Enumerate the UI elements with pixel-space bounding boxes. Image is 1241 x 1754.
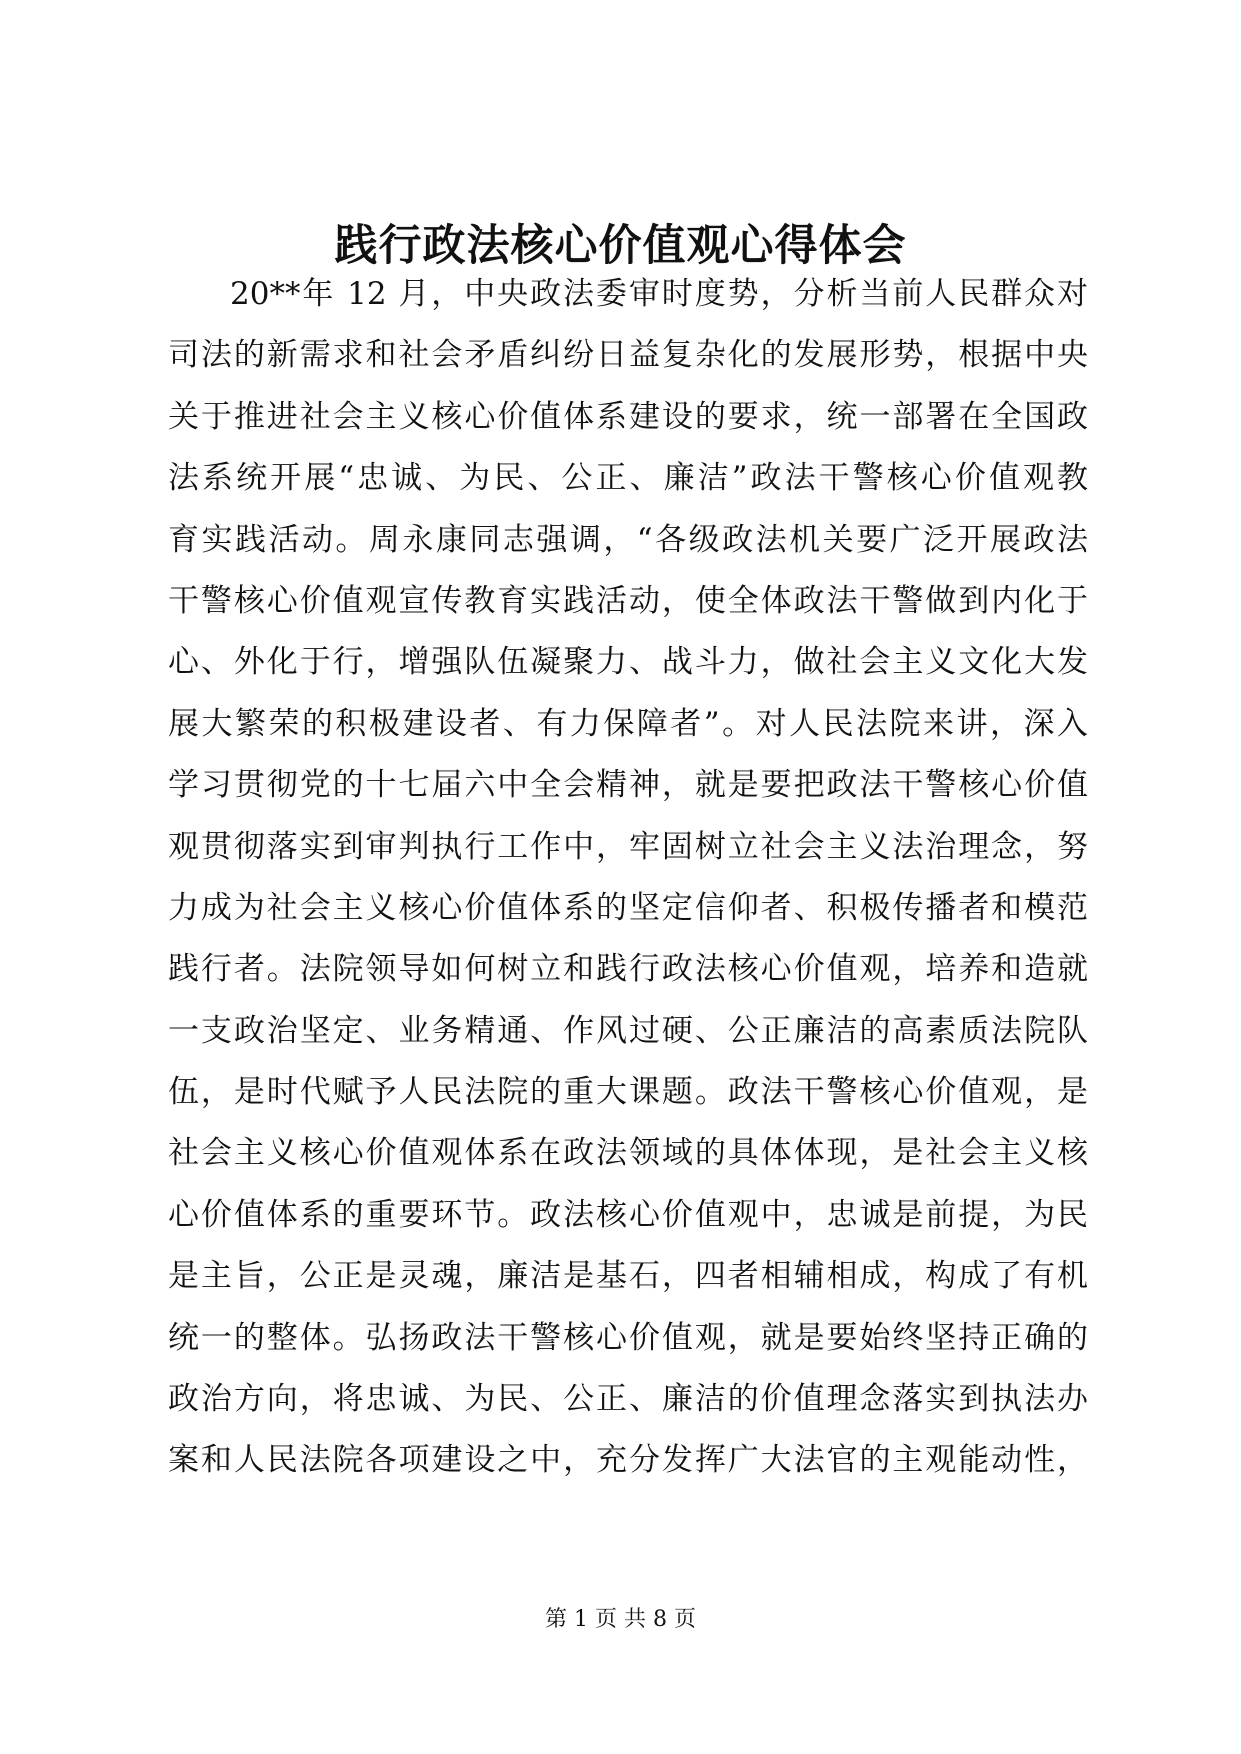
text-line: 统一的整体。弘扬政法干警核心价值观，就是要始终坚持正确的 xyxy=(168,1319,1088,1356)
text-line: 20**年 12 月，中央政法委审时度势，分析当前人民群众对 xyxy=(230,276,1088,312)
text-line: 观贯彻落实到审判执行工作中，牢固树立社会主义法治理念，努 xyxy=(168,828,1088,865)
text-line: 践行者。法院领导如何树立和践行政法核心价值观，培养和造就 xyxy=(168,951,1088,988)
text-line: 力成为社会主义核心价值体系的坚定信仰者、积极传播者和模范 xyxy=(168,889,1088,926)
text-line: 关于推进社会主义核心价值体系建设的要求，统一部署在全国政 xyxy=(168,398,1088,435)
text-line: 司法的新需求和社会矛盾纠纷日益复杂化的发展形势，根据中央 xyxy=(168,337,1088,374)
text-line: 展大繁荣的积极建设者、有力保障者”。对人民法院来讲，深入 xyxy=(168,705,1088,742)
text-line: 政治方向，将忠诚、为民、公正、廉洁的价值理念落实到执法办 xyxy=(168,1381,1088,1418)
text-line: 干警核心价值观宣传教育实践活动，使全体政法干警做到内化于 xyxy=(168,582,1088,619)
text-line: 学习贯彻党的十七届六中全会精神，就是要把政法干警核心价值 xyxy=(168,767,1088,804)
text-line: 伍，是时代赋予人民法院的重大课题。政法干警核心价值观，是 xyxy=(168,1074,1088,1111)
page-footer: 第 1 页 共 8 页 xyxy=(545,1607,696,1632)
text-line: 是主旨，公正是灵魂，廉洁是基石，四者相辅相成，构成了有机 xyxy=(168,1258,1088,1295)
text-line: 社会主义核心价值观体系在政法领域的具体体现，是社会主义核 xyxy=(168,1135,1088,1172)
text-line: 育实践活动。周永康同志强调，“各级政法机关要广泛开展政法 xyxy=(168,521,1088,558)
text-line: 心、外化于行，增强队伍凝聚力、战斗力，做社会主义文化大发 xyxy=(168,644,1088,681)
text-line: 心价值体系的重要环节。政法核心价值观中，忠诚是前提，为民 xyxy=(168,1196,1088,1233)
text-line: 案和人民法院各项建设之中，充分发挥广大法官的主观能动性， xyxy=(168,1442,1088,1479)
document-title: 践行政法核心价值观心得体会 xyxy=(334,221,907,271)
text-line: 一支政治坚定、业务精通、作风过硬、公正廉洁的高素质法院队 xyxy=(168,1012,1088,1049)
text-line: 法系统开展“忠诚、为民、公正、廉洁”政法干警核心价值观教 xyxy=(168,460,1088,497)
body-paragraph xyxy=(168,264,1088,1554)
